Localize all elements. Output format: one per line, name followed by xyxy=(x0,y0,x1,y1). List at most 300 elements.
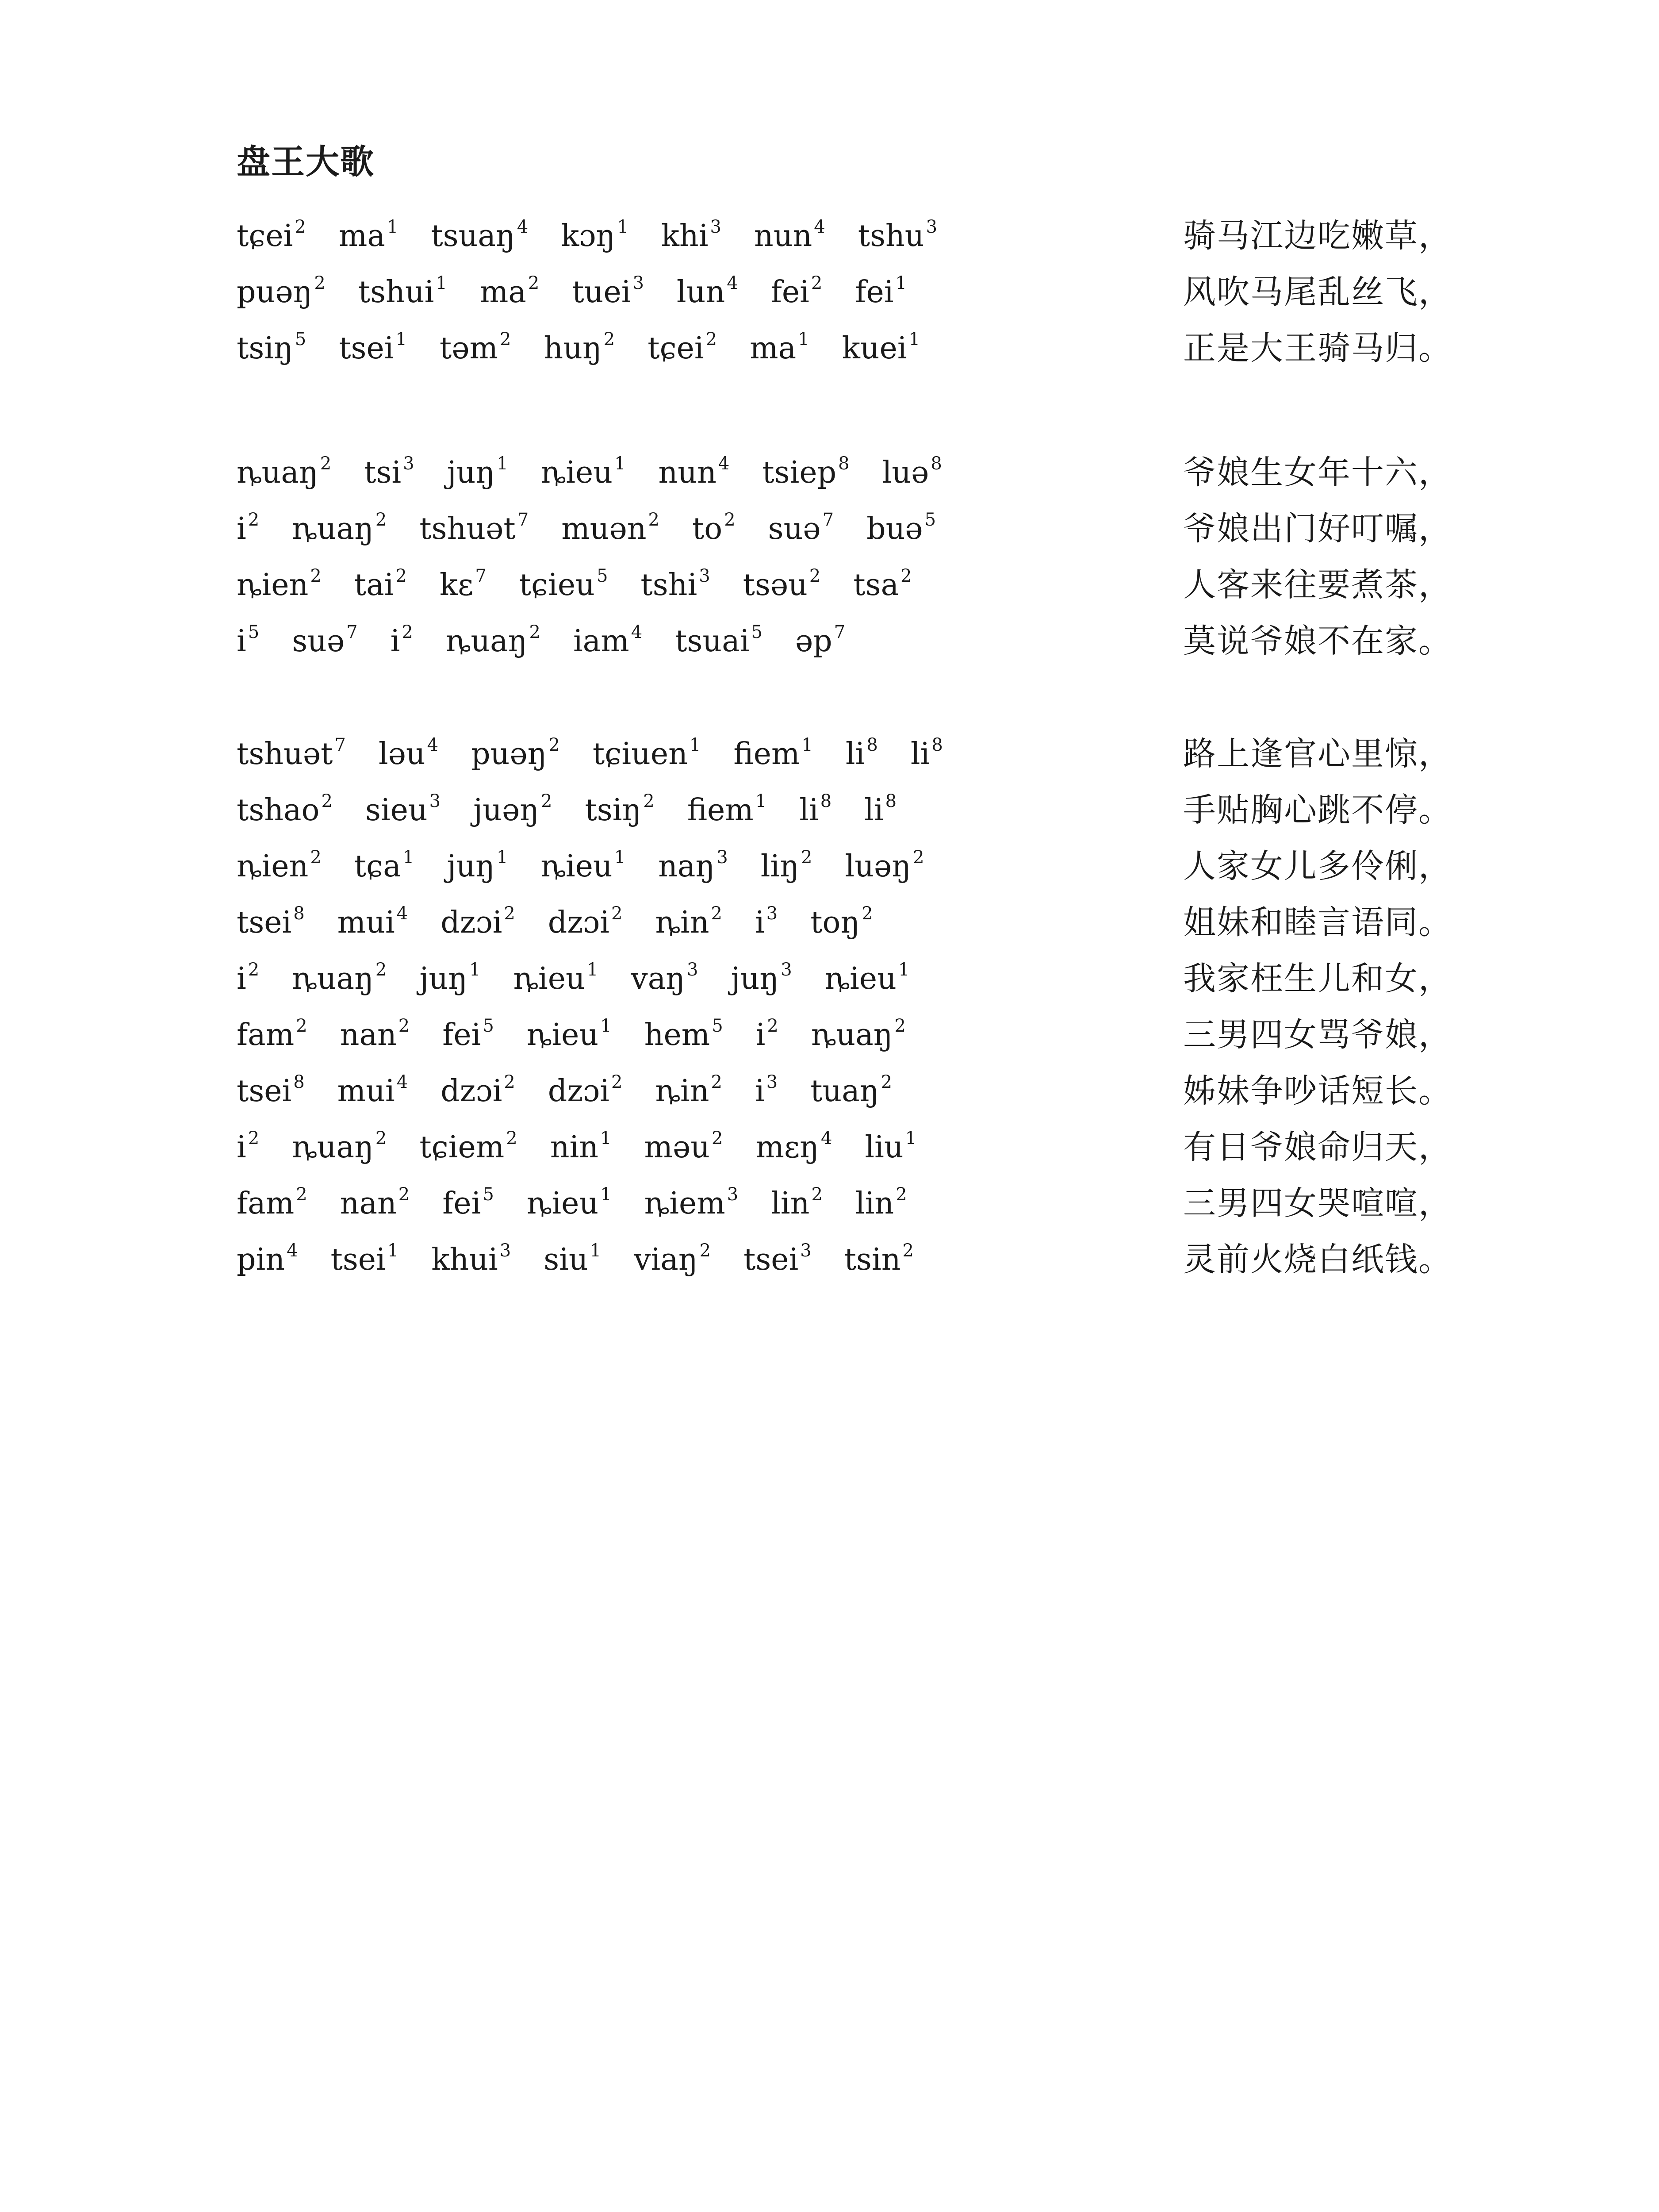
ipa-transcription xyxy=(237,501,969,557)
syllable-text: i xyxy=(237,624,246,659)
syllable-text: khui xyxy=(431,1242,498,1277)
tone-number: 2 xyxy=(611,903,623,924)
tone-number: 4 xyxy=(287,1240,298,1261)
tone-number: 2 xyxy=(398,1016,410,1036)
tone-number: 2 xyxy=(611,1072,623,1092)
ipa-syllable xyxy=(761,838,812,895)
tone-number: 8 xyxy=(885,791,897,811)
ipa-syllable xyxy=(471,726,560,782)
syllable-text: naŋ xyxy=(658,849,715,884)
ipa-syllable xyxy=(331,1232,399,1288)
ipa-syllable xyxy=(561,501,659,557)
ipa-syllable xyxy=(853,557,912,613)
tone-number: 2 xyxy=(809,566,821,586)
tone-number: 2 xyxy=(504,1072,515,1092)
tone-number: 2 xyxy=(811,273,823,293)
ipa-syllable xyxy=(644,1007,723,1063)
syllable-text: tsei xyxy=(330,1242,386,1277)
syllable-text: tsei xyxy=(339,331,394,366)
ipa-syllable xyxy=(762,445,849,501)
syllable-text: i xyxy=(390,624,400,659)
ipa-syllable xyxy=(844,1232,914,1288)
ipa-syllable xyxy=(799,782,831,838)
syllable-text: ȵuaŋ xyxy=(292,511,374,546)
ipa-syllable xyxy=(648,320,717,376)
tone-number: 2 xyxy=(529,622,540,642)
ipa-syllable xyxy=(440,320,511,376)
syllable-text: ȵuaŋ xyxy=(292,1130,374,1165)
ipa-syllable xyxy=(855,264,907,320)
tone-number: 2 xyxy=(296,1016,307,1036)
tone-number: 3 xyxy=(766,903,778,924)
tone-number: 4 xyxy=(814,217,825,237)
ipa-transcription xyxy=(237,208,970,264)
tone-number: 2 xyxy=(375,1128,387,1148)
syllable-text: fam xyxy=(237,1018,295,1052)
chinese-translation: 手贴胸心跳不停。 xyxy=(1183,791,1452,829)
syllable-text: i xyxy=(755,1074,765,1109)
ipa-transcription xyxy=(237,895,906,951)
tone-number: 2 xyxy=(375,960,387,980)
tone-number: 2 xyxy=(548,735,560,755)
verse-line xyxy=(237,838,1466,895)
syllable-text: lun xyxy=(676,275,725,310)
syllable-text: nin xyxy=(550,1130,599,1165)
ipa-syllable xyxy=(442,1175,494,1232)
tone-number: 3 xyxy=(800,1240,812,1261)
syllable-text: suə xyxy=(292,624,345,659)
tone-number: 8 xyxy=(931,735,943,755)
verse-line xyxy=(237,1007,1466,1063)
tone-number: 4 xyxy=(820,1128,832,1148)
tone-number: 1 xyxy=(497,453,508,474)
chinese-translation: 骑马江边吃嫩草， xyxy=(1183,217,1452,255)
ipa-syllable xyxy=(733,726,813,782)
syllable-text: tsi xyxy=(364,455,402,490)
ipa-syllable xyxy=(810,1063,892,1119)
ipa-syllable xyxy=(237,208,306,264)
ipa-syllable xyxy=(548,895,623,951)
ipa-syllable xyxy=(756,1007,778,1063)
ipa-transcription xyxy=(237,838,957,895)
ipa-syllable xyxy=(644,1119,723,1175)
ipa-transcription xyxy=(237,613,878,669)
syllable-text: kuei xyxy=(842,331,907,366)
tone-number: 2 xyxy=(248,960,260,980)
syllable-text: tɕa xyxy=(354,849,401,884)
syllable-text: dzɔi xyxy=(441,905,502,940)
tone-number: 2 xyxy=(913,847,924,868)
ipa-syllable xyxy=(593,726,701,782)
ipa-syllable xyxy=(655,1063,722,1119)
ipa-syllable xyxy=(358,264,447,320)
syllable-text: fiem xyxy=(687,793,754,828)
stanza-1 xyxy=(237,208,1466,376)
ipa-syllable xyxy=(865,1119,916,1175)
verse-line xyxy=(237,613,1466,669)
tone-number: 1 xyxy=(469,960,481,980)
syllable-text: tai xyxy=(354,568,394,603)
syllable-text: ȵieu xyxy=(526,1018,599,1052)
tone-number: 4 xyxy=(718,453,730,474)
syllable-text: mui xyxy=(337,905,395,940)
chinese-translation: 人家女儿多伶俐， xyxy=(1183,847,1452,885)
ipa-syllable xyxy=(431,208,528,264)
ipa-syllable xyxy=(810,895,873,951)
ipa-syllable xyxy=(237,613,259,669)
chinese-translation: 正是大王骑马归。 xyxy=(1183,329,1452,367)
syllable-text: ləu xyxy=(378,737,425,772)
syllable-text: tuaŋ xyxy=(810,1074,879,1109)
syllable-text: huŋ xyxy=(544,331,602,366)
ipa-syllable xyxy=(237,726,346,782)
syllable-text: tuei xyxy=(572,275,631,310)
syllable-text: juŋ xyxy=(419,961,468,996)
verse-line xyxy=(237,1063,1466,1119)
stanza-2 xyxy=(237,445,1466,669)
ipa-syllable xyxy=(340,1007,410,1063)
syllable-text: siu xyxy=(544,1242,588,1277)
tone-number: 1 xyxy=(600,1016,612,1036)
ipa-syllable xyxy=(544,1232,601,1288)
syllable-text: toŋ xyxy=(810,905,860,940)
syllable-text: nun xyxy=(754,219,812,253)
syllable-text: suə xyxy=(768,511,821,546)
chinese-translation: 三男四女哭喧喧， xyxy=(1183,1184,1452,1222)
running-head: 盘王大歌 xyxy=(237,142,375,181)
syllable-text: i xyxy=(237,511,246,546)
tone-number: 2 xyxy=(902,1240,914,1261)
tone-number: 2 xyxy=(499,329,511,349)
verse-line xyxy=(237,1232,1466,1288)
ipa-syllable xyxy=(419,951,480,1007)
ipa-syllable xyxy=(237,1063,305,1119)
ipa-syllable xyxy=(442,1007,494,1063)
tone-number: 2 xyxy=(320,453,332,474)
ipa-syllable xyxy=(548,1063,623,1119)
tone-number: 1 xyxy=(614,847,626,868)
syllable-text: vaŋ xyxy=(631,961,686,996)
ipa-syllable xyxy=(237,1232,298,1288)
tone-number: 2 xyxy=(310,847,322,868)
syllable-text: tsa xyxy=(853,568,899,603)
tone-number: 2 xyxy=(724,510,736,530)
syllable-text: juŋ xyxy=(731,961,779,996)
ipa-syllable xyxy=(644,1175,738,1232)
chinese-translation: 我家枉生儿和女， xyxy=(1183,960,1452,998)
syllable-text: ȵieu xyxy=(540,849,613,884)
tone-number: 7 xyxy=(346,622,358,642)
tone-number: 2 xyxy=(900,566,912,586)
syllable-text: buə xyxy=(866,511,923,546)
tone-number: 8 xyxy=(931,453,942,474)
syllable-text: puəŋ xyxy=(471,737,547,772)
syllable-text: hem xyxy=(644,1018,710,1052)
ipa-syllable xyxy=(419,1119,517,1175)
ipa-syllable xyxy=(354,557,407,613)
ipa-syllable xyxy=(440,557,487,613)
tone-number: 5 xyxy=(751,622,762,642)
ipa-syllable xyxy=(480,264,539,320)
ipa-syllable xyxy=(513,951,598,1007)
syllable-text: tsin xyxy=(844,1242,901,1277)
ipa-syllable xyxy=(419,501,529,557)
tone-number: 1 xyxy=(689,735,701,755)
syllable-text: juŋ xyxy=(447,849,495,884)
syllable-text: fei xyxy=(855,275,894,310)
ipa-syllable xyxy=(364,445,414,501)
syllable-text: tshui xyxy=(358,275,434,310)
ipa-syllable xyxy=(473,782,552,838)
ipa-syllable xyxy=(237,320,306,376)
tone-number: 3 xyxy=(632,273,644,293)
syllable-text: məu xyxy=(644,1130,710,1165)
syllable-text: ȵieu xyxy=(824,961,897,996)
ipa-syllable xyxy=(795,613,845,669)
ipa-syllable xyxy=(743,1232,812,1288)
ipa-syllable xyxy=(379,726,438,782)
tone-number: 2 xyxy=(648,510,659,530)
ipa-syllable xyxy=(655,895,722,951)
syllable-text: ȵien xyxy=(237,849,309,884)
ipa-syllable xyxy=(634,1232,711,1288)
ipa-syllable xyxy=(573,613,642,669)
tone-number: 7 xyxy=(475,566,487,586)
ipa-syllable xyxy=(237,1007,307,1063)
syllable-text: tsuaŋ xyxy=(431,219,515,253)
ipa-transcription xyxy=(237,1232,946,1288)
ipa-transcription xyxy=(237,1119,949,1175)
verse-line xyxy=(237,320,1466,376)
tone-number: 3 xyxy=(403,453,414,474)
syllable-text: tsuai xyxy=(675,624,750,659)
syllable-text: fei xyxy=(770,275,809,310)
ipa-syllable xyxy=(340,1175,410,1232)
tone-number: 2 xyxy=(314,273,326,293)
syllable-text: lin xyxy=(855,1186,894,1221)
tone-number: 3 xyxy=(687,960,698,980)
ipa-syllable xyxy=(237,1175,307,1232)
ipa-syllable xyxy=(447,838,508,895)
tone-number: 2 xyxy=(801,847,812,868)
syllable-text: ȵin xyxy=(655,1074,709,1109)
ipa-syllable xyxy=(864,782,897,838)
ipa-syllable xyxy=(354,838,414,895)
syllable-text: tɕei xyxy=(648,331,704,366)
ipa-syllable xyxy=(755,1119,832,1175)
tone-number: 3 xyxy=(727,1184,739,1205)
tone-number: 2 xyxy=(767,1016,778,1036)
tone-number: 2 xyxy=(321,791,333,811)
syllable-text: sieu xyxy=(365,793,428,828)
ipa-syllable xyxy=(771,264,823,320)
ipa-syllable xyxy=(337,1063,408,1119)
ipa-syllable xyxy=(572,264,644,320)
syllable-text: ma xyxy=(479,275,526,310)
tone-number: 2 xyxy=(541,791,552,811)
ipa-transcription xyxy=(237,445,975,501)
syllable-text: nan xyxy=(340,1018,397,1052)
syllable-text: təm xyxy=(439,331,498,366)
tone-number: 5 xyxy=(248,622,260,642)
tone-number: 8 xyxy=(293,1072,305,1092)
verse-line xyxy=(237,1175,1466,1232)
tone-number: 2 xyxy=(894,1016,906,1036)
verse-line xyxy=(237,501,1466,557)
tone-number: 2 xyxy=(862,903,873,924)
syllable-text: ȵien xyxy=(237,568,309,603)
syllable-text: i xyxy=(237,961,246,996)
tone-number: 3 xyxy=(781,960,792,980)
tone-number: 5 xyxy=(483,1184,494,1205)
ipa-syllable xyxy=(743,557,821,613)
tone-number: 3 xyxy=(699,566,710,586)
tone-number: 2 xyxy=(248,1128,260,1148)
ipa-syllable xyxy=(237,501,259,557)
tone-number: 2 xyxy=(295,217,306,237)
tone-number: 1 xyxy=(898,960,910,980)
ipa-syllable xyxy=(771,1175,823,1232)
ipa-syllable xyxy=(527,1007,612,1063)
ipa-syllable xyxy=(845,838,924,895)
tone-number: 2 xyxy=(711,1072,722,1092)
tone-number: 7 xyxy=(334,735,346,755)
syllable-text: ȵieu xyxy=(540,455,613,490)
tone-number: 2 xyxy=(896,1184,907,1205)
ipa-syllable xyxy=(527,1175,612,1232)
syllable-text: mɛŋ xyxy=(755,1130,819,1165)
syllable-text: tsiep xyxy=(762,455,837,490)
syllable-text: ȵuaŋ xyxy=(811,1018,893,1052)
tone-number: 1 xyxy=(402,847,414,868)
tone-number: 3 xyxy=(429,791,441,811)
syllable-text: li xyxy=(910,737,930,772)
tone-number: 8 xyxy=(293,903,305,924)
syllable-text: tsei xyxy=(743,1242,799,1277)
syllable-text: tsiŋ xyxy=(237,331,293,366)
tone-number: 2 xyxy=(699,1240,711,1261)
syllable-text: i xyxy=(755,1018,766,1052)
verse-line xyxy=(237,445,1466,501)
tone-number: 1 xyxy=(614,453,626,474)
ipa-syllable xyxy=(754,208,825,264)
ipa-syllable xyxy=(519,557,608,613)
syllable-text: tɕiem xyxy=(419,1130,505,1165)
ipa-syllable xyxy=(391,613,413,669)
ipa-syllable xyxy=(292,1119,387,1175)
syllable-text: ma xyxy=(338,219,385,253)
tone-number: 7 xyxy=(834,622,846,642)
verse-line xyxy=(237,782,1466,838)
syllable-text: tɕieu xyxy=(519,568,595,603)
syllable-text: lin xyxy=(771,1186,810,1221)
ipa-syllable xyxy=(339,208,398,264)
tone-number: 2 xyxy=(705,329,717,349)
ipa-syllable xyxy=(658,838,728,895)
ipa-syllable xyxy=(447,445,508,501)
ipa-syllable xyxy=(768,501,834,557)
tone-number: 7 xyxy=(517,510,529,530)
syllable-text: muən xyxy=(561,511,647,546)
tone-number: 5 xyxy=(924,510,936,530)
ipa-syllable xyxy=(692,501,736,557)
ipa-syllable xyxy=(237,1119,259,1175)
syllable-text: ȵiem xyxy=(644,1186,725,1221)
chinese-translation: 路上逢官心里惊， xyxy=(1183,735,1452,773)
ipa-syllable xyxy=(731,951,792,1007)
ipa-syllable xyxy=(755,895,778,951)
ipa-syllable xyxy=(842,320,920,376)
syllable-text: ȵuaŋ xyxy=(445,624,528,659)
tone-number: 2 xyxy=(603,329,615,349)
syllable-text: ma xyxy=(750,331,797,366)
syllable-text: li xyxy=(799,793,819,828)
ipa-transcription xyxy=(237,1007,939,1063)
tone-number: 3 xyxy=(710,217,721,237)
tone-number: 1 xyxy=(600,1184,612,1205)
stanza-3 xyxy=(237,726,1466,1288)
syllable-text: kɔŋ xyxy=(561,219,616,253)
syllable-text: iam xyxy=(573,624,629,659)
syllable-text: luəŋ xyxy=(845,849,912,884)
syllable-text: mui xyxy=(337,1074,395,1109)
ipa-syllable xyxy=(855,1175,907,1232)
syllable-text: əp xyxy=(795,624,832,659)
verse-line xyxy=(237,264,1466,320)
tone-number: 1 xyxy=(801,735,813,755)
tone-number: 4 xyxy=(396,903,408,924)
ipa-syllable xyxy=(292,951,387,1007)
tone-number: 4 xyxy=(517,217,529,237)
ipa-syllable xyxy=(866,501,936,557)
tone-number: 1 xyxy=(496,847,508,868)
ipa-syllable xyxy=(911,726,943,782)
ipa-syllable xyxy=(640,557,710,613)
syllable-text: liŋ xyxy=(760,849,800,884)
syllable-text: juŋ xyxy=(447,455,495,490)
syllable-text: li xyxy=(864,793,884,828)
syllable-text: fei xyxy=(442,1186,481,1221)
tone-number: 1 xyxy=(755,791,767,811)
ipa-syllable xyxy=(237,951,259,1007)
ipa-syllable xyxy=(631,951,698,1007)
ipa-syllable xyxy=(339,320,407,376)
ipa-syllable xyxy=(431,1232,511,1288)
syllable-text: tsei xyxy=(237,905,292,940)
syllable-text: tshuət xyxy=(237,737,333,772)
syllable-text: i xyxy=(755,905,765,940)
tone-number: 2 xyxy=(248,510,260,530)
ipa-transcription xyxy=(237,557,945,613)
tone-number: 1 xyxy=(586,960,598,980)
tone-number: 1 xyxy=(590,1240,602,1261)
syllable-text: tshi xyxy=(640,568,697,603)
syllable-text: nun xyxy=(658,455,716,490)
ipa-syllable xyxy=(846,726,878,782)
ipa-syllable xyxy=(441,895,515,951)
syllable-text: tɕiuen xyxy=(592,737,688,772)
syllable-text: ȵieu xyxy=(513,961,585,996)
syllable-text: ȵieu xyxy=(526,1186,599,1221)
syllable-text: fiem xyxy=(733,737,800,772)
ipa-syllable xyxy=(755,1063,778,1119)
verse-line xyxy=(237,726,1466,782)
ipa-syllable xyxy=(561,208,628,264)
ipa-syllable xyxy=(677,264,738,320)
tone-number: 1 xyxy=(600,1128,612,1148)
ipa-syllable xyxy=(687,782,767,838)
syllable-text: liu xyxy=(865,1130,904,1165)
